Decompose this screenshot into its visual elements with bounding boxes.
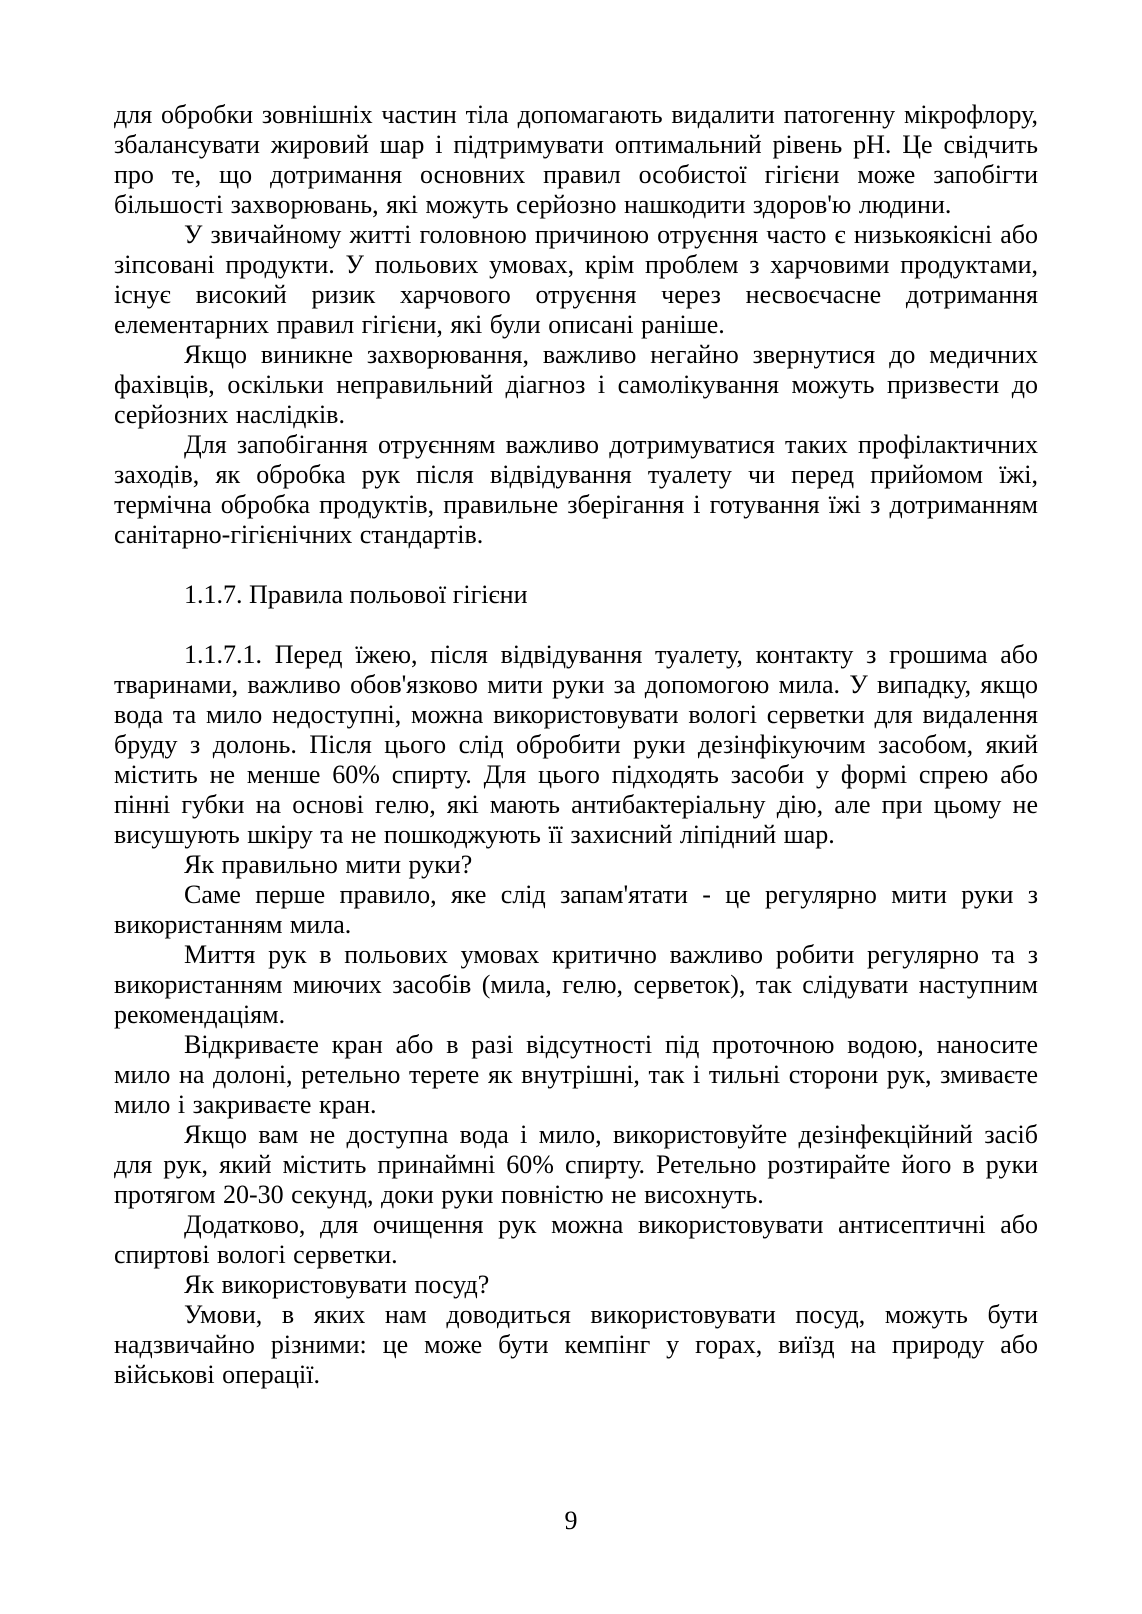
text-content xyxy=(114,100,1038,1390)
paragraph-see-doctor: Якщо виникне захворювання, важливо негайно звернутися до медичних фахівців, оскільки неправильний діагноз і самолікування можуть призвести до серйозних наслідків. xyxy=(114,340,1038,429)
section-heading-field-hygiene-rules: 1.1.7. Правила польової гігієни xyxy=(184,580,528,609)
paragraph-question-dishes: Як використовувати посуд? xyxy=(184,1270,490,1299)
paragraph-dish-use-conditions: Умови, в яких нам доводиться використовувати посуд, можуть бути надзвичайно різними: це може бути кемпінг у горах, виїзд на природу або військові операції. xyxy=(114,1300,1038,1389)
paragraph-field-washing-frequency: Миття рук в польових умовах критично важливо робити регулярно та з використанням миючих засобів (мила, гелю, серветок), так слідувати наступним рекомендаціям. xyxy=(114,940,1038,1029)
paragraph-first-rule-soap: Саме перше правило, яке слід запам'ятати - це регулярно мити руки з використанням мила. xyxy=(114,880,1038,939)
page-number: 9 xyxy=(564,1506,578,1535)
paragraph-question-wash-hands: Як правильно мити руки? xyxy=(184,850,473,879)
paragraph-sanitizer-use: Якщо вам не доступна вода і мило, використовуйте дезінфекційний засіб для рук, який містить принаймні 60% спирту. Ретельно розтирайте його в руки протягом 20-30 секунд, доки руки повністю не висохнуть. xyxy=(114,1120,1038,1209)
paragraph-washing-steps: Відкриваєте кран або в разі відсутності під проточною водою, наносите мило на долоні, ретельно терете як внутрішні, так і тильні сторони рук, змиваєте мило і закриваєте кран. xyxy=(114,1030,1038,1119)
paragraph-hygiene-intro-continuation: для обробки зовнішніх частин тіла допомагають видалити патогенну мікрофлору, збалансувати жировий шар і підтримувати оптимальний рівень pH. Це свідчить про те, що дотримання основних правил особистої гігієни може запобігти більшості захворювань, які можуть серйозно нашкодити здоров'ю людини. xyxy=(114,100,1038,219)
paragraph-poisoning-causes: У звичайному житті головною причиною отруєння часто є низькоякісні або зіпсовані продукти. У польових умовах, крім проблем з харчовими продуктами, існує високий ризик харчового отруєння через несвоєчасне дотримання елементарних правил гігієни, які були описані раніше. xyxy=(114,220,1038,339)
paragraph-hand-washing-rule: 1.1.7.1. Перед їжею, після відвідування туалету, контакту з грошима або тваринами, важливо обов'язково мити руки за допомогою мила. У випадку, якщо вода та мило недоступні, можна використовувати вологі серветки для видалення бруду з долонь. Після цього слід обробити руки дезінфікуючим засобом, який містить не менше 60% спирту. Для цього підходять засоби у формі спрею або пінні губки на основі гелю, які мають антибактеріальну дію, але при цьому не висушують шкіру та не пошкоджують її захисний ліпідний шар. xyxy=(114,640,1038,849)
paragraph-antiseptic-wipes: Додатково, для очищення рук можна використовувати антисептичні або спиртові вологі серветки. xyxy=(114,1210,1038,1269)
paragraph-prevention-measures: Для запобігання отруєнням важливо дотримуватися таких профілактичних заходів, як обробка рук після відвідування туалету чи перед прийомом їжі, термічна обробка продуктів, правильне зберігання і готування їжі з дотриманням санітарно-гігієнічних стандартів. xyxy=(114,430,1038,549)
